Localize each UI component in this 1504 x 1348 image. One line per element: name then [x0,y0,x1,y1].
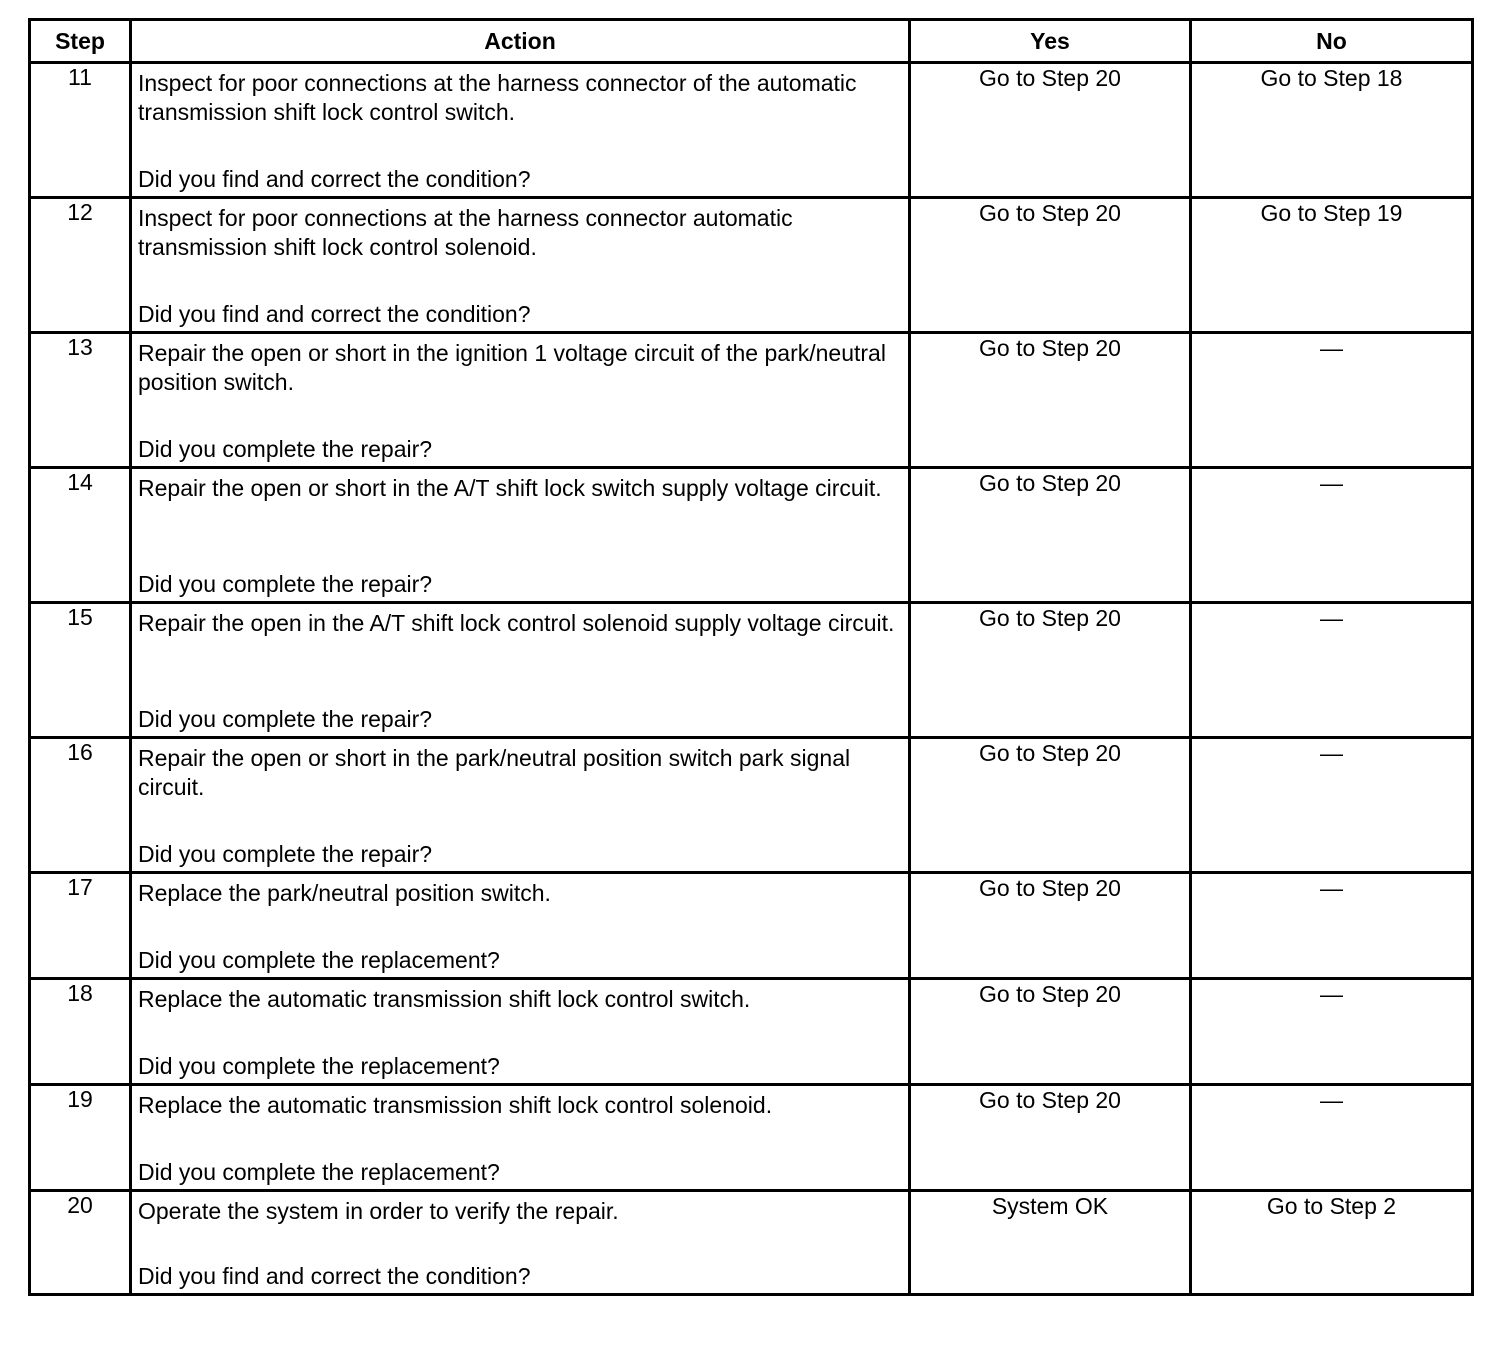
step-number: 16 [30,738,131,873]
table-row [30,873,1473,979]
yes-result: System OK [910,1191,1191,1295]
action-question: Did you find and correct the condition? [138,166,531,192]
yes-result: Go to Step 20 [910,63,1191,198]
action-text: Replace the park/neutral position switch. [138,880,551,906]
action-cell [131,333,910,468]
yes-result: Go to Step 20 [910,468,1191,603]
step-number: 17 [30,873,131,979]
step-number: 18 [30,979,131,1085]
step-number: 14 [30,468,131,603]
table-row [30,333,1473,468]
table-row [30,979,1473,1085]
action-cell [131,738,910,873]
step-number: 13 [30,333,131,468]
action-question: Did you complete the repair? [138,841,433,867]
action-question: Did you find and correct the condition? [138,1263,531,1289]
step-number: 12 [30,198,131,333]
action-text: Repair the open or short in the A/T shift lock switch supply voltage circuit. [138,475,882,501]
table-row [30,1191,1473,1295]
yes-result: Go to Step 20 [910,333,1191,468]
action-text: Repair the open or short in the park/neutral position switch park signal circuit. [138,745,851,800]
action-cell [131,1191,910,1295]
action-text: Replace the automatic transmission shift lock control switch. [138,986,751,1012]
action-question: Did you complete the replacement? [138,1053,500,1079]
no-result: — [1191,979,1473,1085]
action-cell [131,873,910,979]
action-question: Did you complete the repair? [138,706,433,732]
step-number: 20 [30,1191,131,1295]
table-row [30,738,1473,873]
action-cell [131,468,910,603]
action-cell [131,198,910,333]
no-result: Go to Step 2 [1191,1191,1473,1295]
header-yes: Yes [910,20,1191,63]
yes-result: Go to Step 20 [910,873,1191,979]
action-question: Did you find and correct the condition? [138,301,531,327]
action-cell [131,63,910,198]
action-question: Did you complete the repair? [138,571,433,597]
action-text: Repair the open or short in the ignition 1 voltage circuit of the park/neutral position switch. [138,340,886,395]
yes-result: Go to Step 20 [910,1085,1191,1191]
table-row [30,63,1473,198]
no-result: — [1191,603,1473,738]
action-text: Inspect for poor connections at the harness connector of the automatic transmission shift lock control switch. [138,70,857,125]
action-question: Did you complete the replacement? [138,1159,500,1185]
no-result: — [1191,1085,1473,1191]
action-text: Repair the open in the A/T shift lock control solenoid supply voltage circuit. [138,610,895,636]
yes-result: Go to Step 20 [910,198,1191,333]
no-result: — [1191,738,1473,873]
no-result: — [1191,873,1473,979]
action-cell [131,1085,910,1191]
action-question: Did you complete the repair? [138,436,433,462]
header-action: Action [131,20,910,63]
yes-result: Go to Step 20 [910,603,1191,738]
action-text: Operate the system in order to verify the repair. [138,1198,619,1224]
header-no: No [1191,20,1473,63]
step-number: 19 [30,1085,131,1191]
table-row [30,1085,1473,1191]
yes-result: Go to Step 20 [910,738,1191,873]
action-cell [131,979,910,1085]
diagnostic-table [28,18,1474,1296]
no-result: Go to Step 19 [1191,198,1473,333]
no-result: — [1191,333,1473,468]
header-step: Step [30,20,131,63]
table-row [30,603,1473,738]
no-result: Go to Step 18 [1191,63,1473,198]
action-question: Did you complete the replacement? [138,947,500,973]
step-number: 11 [30,63,131,198]
step-number: 15 [30,603,131,738]
header-row [30,20,1473,63]
action-cell [131,603,910,738]
table-row [30,468,1473,603]
table-row [30,198,1473,333]
no-result: — [1191,468,1473,603]
yes-result: Go to Step 20 [910,979,1191,1085]
action-text: Replace the automatic transmission shift lock control solenoid. [138,1092,773,1118]
action-text: Inspect for poor connections at the harness connector automatic transmission shift lock control solenoid. [138,205,793,260]
